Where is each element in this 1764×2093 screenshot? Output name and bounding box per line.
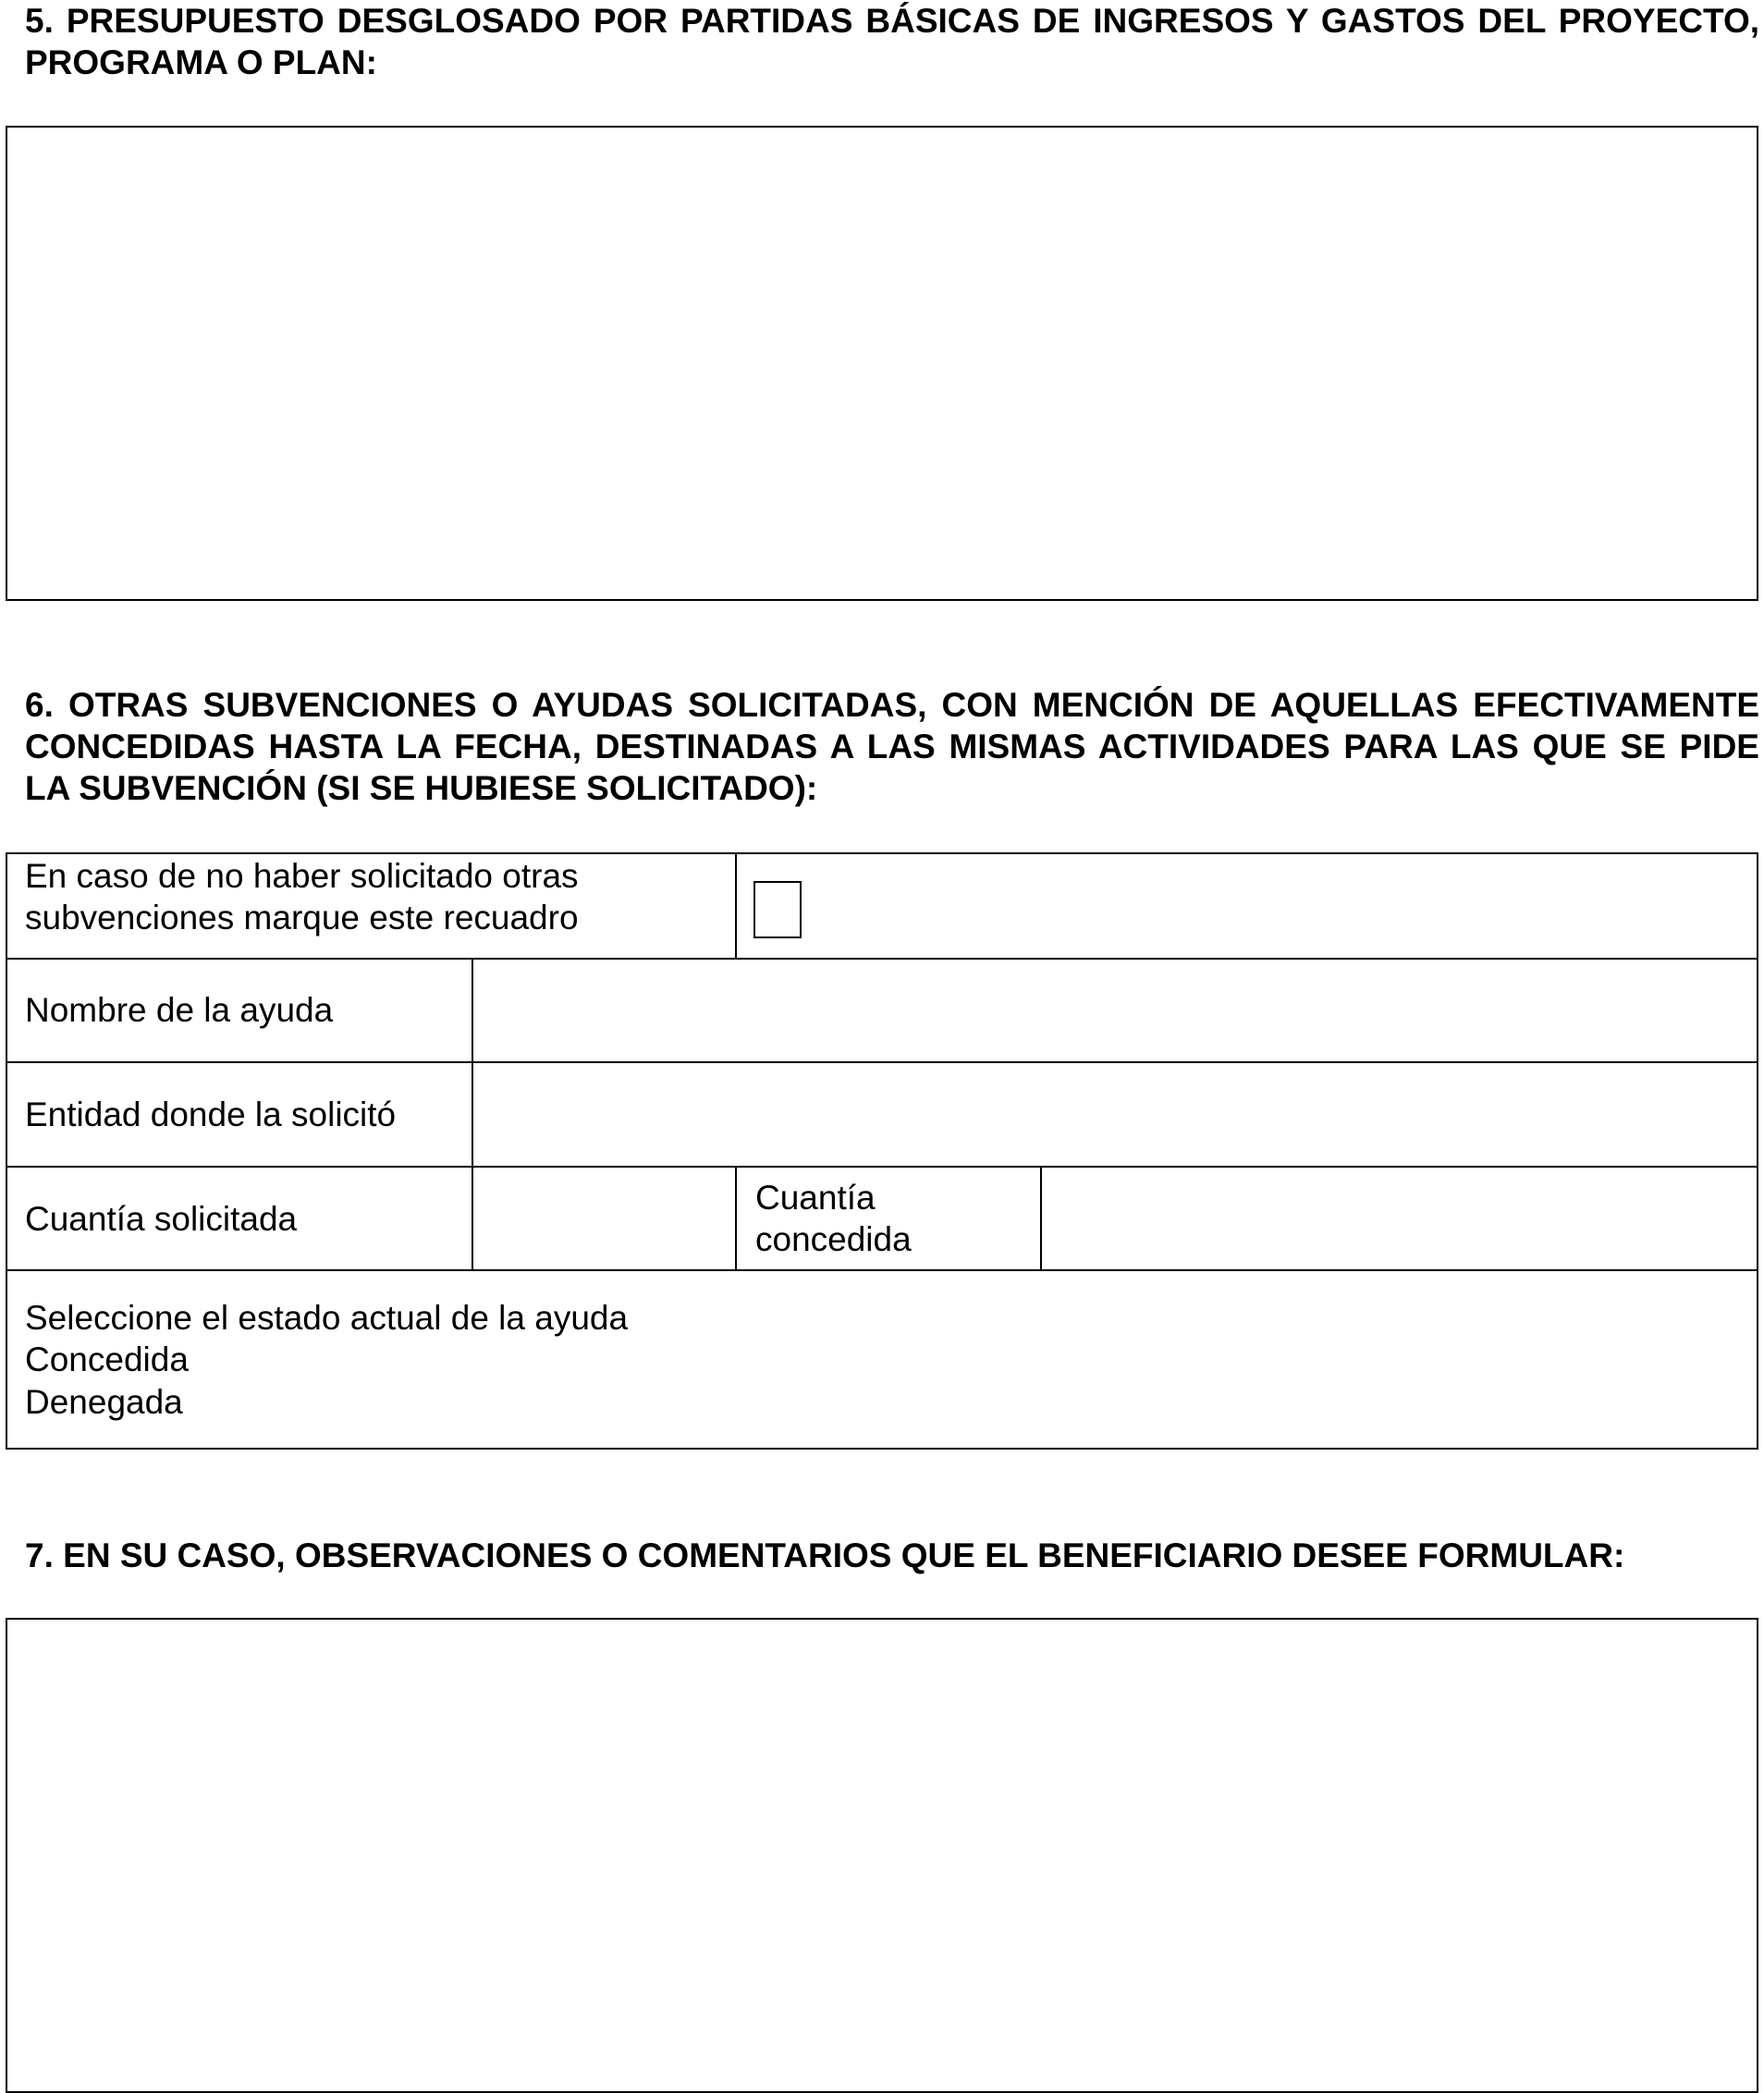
column-divider: [472, 958, 473, 1271]
observations-text-area[interactable]: [6, 1618, 1758, 2093]
amount-granted-label-line-2: concedida: [755, 1220, 912, 1258]
amount-granted-field[interactable]: [1043, 1168, 1757, 1269]
section-6-title: 6. OTRAS SUBVENCIONES O AYUDAS SOLICITADAS, CON MENCIÓN DE AQUELLAS EFECTIVAMENTE CONCEDIDAS HASTA LA FECHA, DESTINADAS A LAS MISMAS ACTIVIDADES PARA LAS QUE SE PIDE LA SUBVENCIÓN (SI SE HUBIESE SOLICITADO):: [25, 686, 1759, 807]
budget-text-area[interactable]: [6, 126, 1758, 601]
amount-requested-field[interactable]: [474, 1168, 735, 1269]
section-7-title: 7. EN SU CASO, OBSERVACIONES O COMENTARIOS QUE EL BENEFICIARIO DESEE FORMULAR:: [25, 1536, 1625, 1574]
entity-field[interactable]: [474, 1063, 1757, 1166]
amount-granted-label-line-1: Cuantía: [755, 1179, 876, 1217]
aid-name-field[interactable]: [474, 960, 1757, 1061]
no-other-aid-label-line-2: subvenciones marque este recuadro: [25, 899, 579, 936]
no-other-aid-checkbox[interactable]: [753, 881, 802, 938]
column-divider: [1040, 1166, 1042, 1271]
amount-requested-label: Cuantía solicitada: [25, 1200, 298, 1238]
no-other-aid-label-line-1: En caso de no haber solicitado otras: [25, 857, 579, 895]
column-divider: [735, 1166, 737, 1271]
status-option-denegada[interactable]: Denegada: [25, 1383, 183, 1421]
section-5-title: 5. PRESUPUESTO DESGLOSADO POR PARTIDAS BÁSICAS DE INGRESOS Y GASTOS DEL PROYECTO, PROGRAMA O PLAN:: [25, 2, 1759, 81]
aid-status-label: Seleccione el estado actual de la ayuda: [25, 1299, 629, 1337]
column-divider: [735, 852, 737, 960]
entity-label: Entidad donde la solicitó: [25, 1095, 397, 1133]
row-divider: [6, 1269, 1758, 1271]
status-option-concedida[interactable]: Concedida: [25, 1340, 189, 1378]
aid-name-label: Nombre de la ayuda: [25, 991, 334, 1029]
